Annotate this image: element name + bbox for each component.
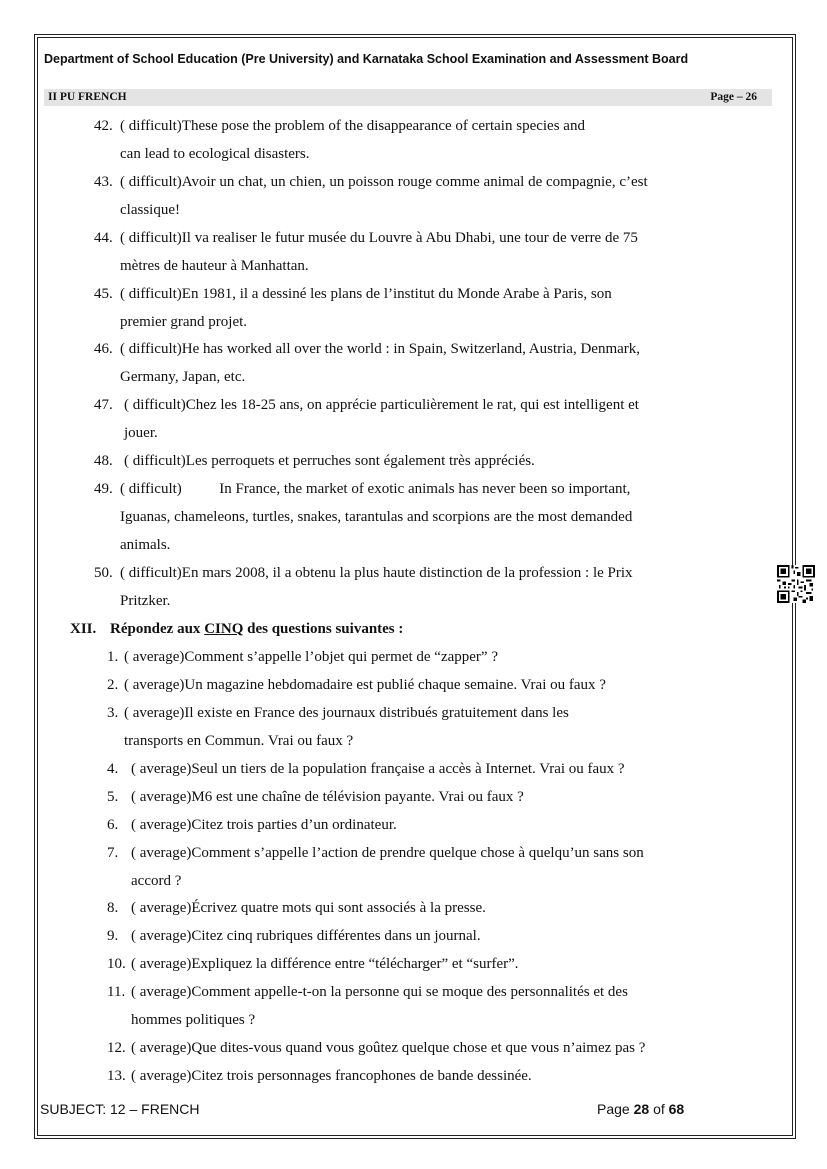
question-number: 44.: [94, 230, 113, 246]
question-text: ( average)Citez trois personnages francophones de bande dessinée.: [131, 1068, 532, 1084]
footer-page-number: [597, 1101, 684, 1117]
question-number: 50.: [94, 565, 113, 581]
header-bar: [44, 89, 772, 106]
question-text-continued: Germany, Japan, etc.: [120, 369, 246, 385]
footer-page-of: of: [653, 1101, 665, 1117]
question-number: 11.: [107, 984, 126, 1000]
section-heading-end: des questions suivantes :: [247, 621, 404, 637]
question-text-continued: premier grand projet.: [120, 314, 248, 330]
question-number: 10.: [107, 956, 126, 972]
question-number: 12.: [107, 1040, 126, 1056]
question-text: ( difficult)Avoir un chat, un chien, un poisson rouge comme animal de compagnie, c’est: [120, 174, 648, 190]
question-text-continued: animals.: [120, 537, 171, 553]
question-number: 2.: [107, 677, 119, 693]
question-text-continued: accord ?: [131, 873, 182, 889]
question-text: ( average)M6 est une chaîne de télévision payante. Vrai ou faux ?: [131, 789, 524, 805]
department-title: Department of School Education (Pre University) and Karnataka School Examination and Assessment Board: [44, 52, 689, 66]
question-text: ( average)Seul un tiers de la population française a accès à Internet. Vrai ou faux ?: [131, 761, 625, 777]
question-number: 45.: [94, 286, 113, 302]
question-number: 3.: [107, 705, 119, 721]
question-number: 7.: [107, 845, 119, 861]
question-number: 48.: [94, 453, 113, 469]
question-number: 13.: [107, 1068, 126, 1084]
footer-subject: SUBJECT: 12 – FRENCH: [40, 1101, 200, 1117]
qr-code-icon: [777, 565, 815, 603]
section-numeral: XII.: [70, 621, 97, 637]
section-heading-emphasis: CINQ: [204, 621, 244, 637]
question-text: ( average)Il existe en France des journaux distribués gratuitement dans les: [124, 705, 569, 721]
question-text: ( difficult)Chez les 18-25 ans, on apprécie particulièrement le rat, qui est intelligent et: [124, 397, 639, 413]
question-number: 5.: [107, 789, 119, 805]
header-page-label: Page – 26: [710, 91, 757, 103]
question-text: ( average)Écrivez quatre mots qui sont associés à la presse.: [131, 900, 486, 916]
question-text: ( difficult)Les perroquets et perruches sont également très appréciés.: [124, 453, 535, 469]
question-number: 47.: [94, 397, 113, 413]
question-text-continued: hommes politiques ?: [131, 1012, 256, 1028]
question-text-continued: classique!: [120, 202, 180, 218]
question-text-continued: transports en Commun. Vrai ou faux ?: [124, 733, 354, 749]
question-text: ( average)Citez trois parties d’un ordinateur.: [131, 817, 397, 833]
question-number: 46.: [94, 341, 113, 357]
question-text-continued: mètres de hauteur à Manhattan.: [120, 258, 309, 274]
question-text: ( average)Un magazine hebdomadaire est publié chaque semaine. Vrai ou faux ?: [124, 677, 606, 693]
question-text: ( difficult) In France, the market of exotic animals has never been so important,: [120, 481, 631, 497]
question-number: 8.: [107, 900, 119, 916]
section-heading: [110, 620, 403, 638]
question-text-continued: can lead to ecological disasters.: [120, 146, 310, 162]
question-text: ( difficult)Il va realiser le futur musée du Louvre à Abu Dhabi, une tour de verre de 75: [120, 230, 638, 246]
question-number: 42.: [94, 118, 113, 134]
question-text: ( average)Expliquez la différence entre “télécharger” et “surfer”.: [131, 956, 519, 972]
question-text-continued: Pritzker.: [120, 593, 171, 609]
question-number: 6.: [107, 817, 119, 833]
question-number: 4.: [107, 761, 119, 777]
question-text: ( average)Comment s’appelle l’action de prendre quelque chose à quelqu’un sans son: [131, 845, 644, 861]
question-number: 43.: [94, 174, 113, 190]
question-text: ( difficult)En mars 2008, il a obtenu la plus haute distinction de la profession : le Prix: [120, 565, 633, 581]
question-text-continued: Iguanas, chameleons, turtles, snakes, tarantulas and scorpions are the most demanded: [120, 509, 633, 525]
question-text: ( difficult)He has worked all over the world : in Spain, Switzerland, Austria, Denmark,: [120, 341, 641, 357]
section-heading-start: Répondez aux: [110, 621, 201, 637]
question-text: ( average)Comment appelle-t-on la personne qui se moque des personnalités et des: [131, 984, 628, 1000]
footer-page-total: 68: [668, 1101, 685, 1117]
question-number: 49.: [94, 481, 113, 497]
question-text: ( average)Comment s’appelle l’objet qui permet de “zapper” ?: [124, 649, 498, 665]
question-number: 9.: [107, 928, 119, 944]
question-number: 1.: [107, 649, 119, 665]
question-text-continued: jouer.: [124, 425, 158, 441]
question-text: ( difficult)These pose the problem of the disappearance of certain species and: [120, 118, 585, 134]
question-text: ( average)Que dites-vous quand vous goûtez quelque chose et que vous n’aimez pas ?: [131, 1040, 646, 1056]
question-text: ( difficult)En 1981, il a dessiné les plans de l’institut du Monde Arabe à Paris, son: [120, 286, 612, 302]
footer-page-word: Page: [597, 1101, 630, 1117]
footer-page-current: 28: [633, 1101, 650, 1117]
course-label: II PU FRENCH: [48, 91, 127, 103]
question-text: ( average)Citez cinq rubriques différentes dans un journal.: [131, 928, 481, 944]
